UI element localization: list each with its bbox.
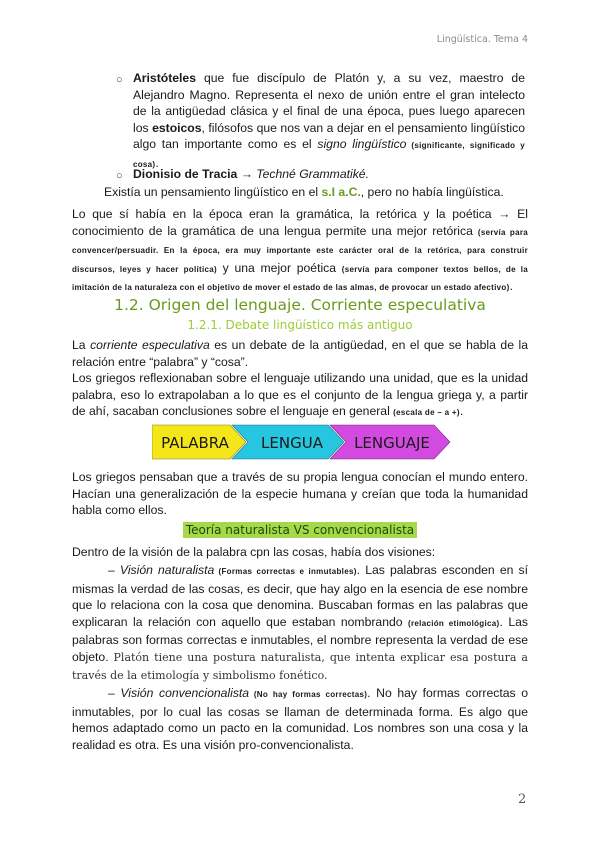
bullet-dionisio: Dionisio de Tracia → Techné Grammatiké. [133,167,369,181]
teoria-heading: Teoría naturalista VS convencionalista [0,521,600,539]
bullet-marker: ○ [116,170,123,182]
paragraph-corriente: La corriente especulativa es un debate de la antigüedad, en el que se habla de la relación entre “palabra” y “cosa”. [72,338,528,369]
paragraph-vision-naturalista: – Visión naturalista (Formas correctas e inmutables). Las palabras esconden en sí mismas la verdad de las cosas, es decir, que hay algo en la esencia de ese nombre que lo relaciona con la cosa que denomina. Buscaban formas en las palabras que explicaran la relación con aquello que estaban nombrando (relación etimológica). Las palabras son formas correctas e inmutables, el nombre representa la verdad de ese objeto. Platón tiene una postura naturalista, que intenta explicar esa postura a través de la etimología y simbolismo fonético. [72,563,529,682]
dionisio-name: Dionisio de Tracia [133,167,238,181]
aristoteles-name: Aristóteles [133,71,196,85]
subsection-heading: 1.2.1. Debate lingüístico más antiguo [187,318,413,332]
paragraph-vision-convencionalista: – Visión convencionalista (No hay formas correctas). No hay formas correctas o inmutables, por lo cual las cosas se llaman de determinada forma. Es algo que hemos adaptado como un pacto en la comunidad. Los nombres son una cosa y la realidad es otra. Es una visión pro-convencionalista. [72,686,528,752]
bullet-marker: ○ [116,74,123,86]
paragraph-visiones: Dentro de la visión de la palabra cpn las cosas, había dos visiones: [72,545,436,559]
paragraph-griegos-mundo: Los griegos pensaban que a través de su propia lengua conocían el mundo entero. Hacían una generalización de la especie humana y creían que toda la humanidad habla como ellos. [72,470,528,518]
paragraph-epoca: Lo que sí había en la época eran la gramática, la retórica y la poética → El conocimiento de la gramática de una lengua permite una mejor retórica (servía para convencer/persuadir. En la época, era muy importante este carácter oral de la retórica, para construir discursos, leyes y hacer política) y una mejor poética (servía para componer textos bellos, de la imitación de la naturaleza con el objetivo de mover el estado de las almas, de provocar un estado afectivo). [72,207,528,294]
palabra-lengua-lenguaje-diagram [152,423,452,461]
label-palabra: PALABRA [161,434,229,452]
sentence-siglo: Existía un pensamiento lingüístico en el s.I a.C., pero no había lingüística. [104,185,504,199]
label-lenguaje: LENGUAJE [354,434,430,452]
label-lengua: LENGUA [261,434,323,452]
section-heading: 1.2. Origen del lenguaje. Corriente especulativa [114,296,486,314]
page-number: 2 [518,792,527,807]
bullet-aristoteles: Aristóteles que fue discípulo de Platón y, a su vez, maestro de Alejandro Magno. Representa el nexo de unión entre el gran intelecto de la antigüedad clásica y el final de una época, pues luego aparecen los estoicos, filósofos que nos van a dejar en el pensamiento lingüístico algo tan importante como es el signo lingüístico (significante, significado y cosa). [133,71,526,170]
page-header: Lingüística. Tema 4 [436,34,528,45]
paragraph-griegos-unidad: Los griegos reflexionaban sobre el lenguaje utilizando una unidad, que es la unidad palabra, eso lo extrapolaban a lo que es el conjunto de la lengua griega y, a partir de ahí, sacaban conclusiones sobre el lenguaje en general (escala de – a +). [72,371,528,419]
